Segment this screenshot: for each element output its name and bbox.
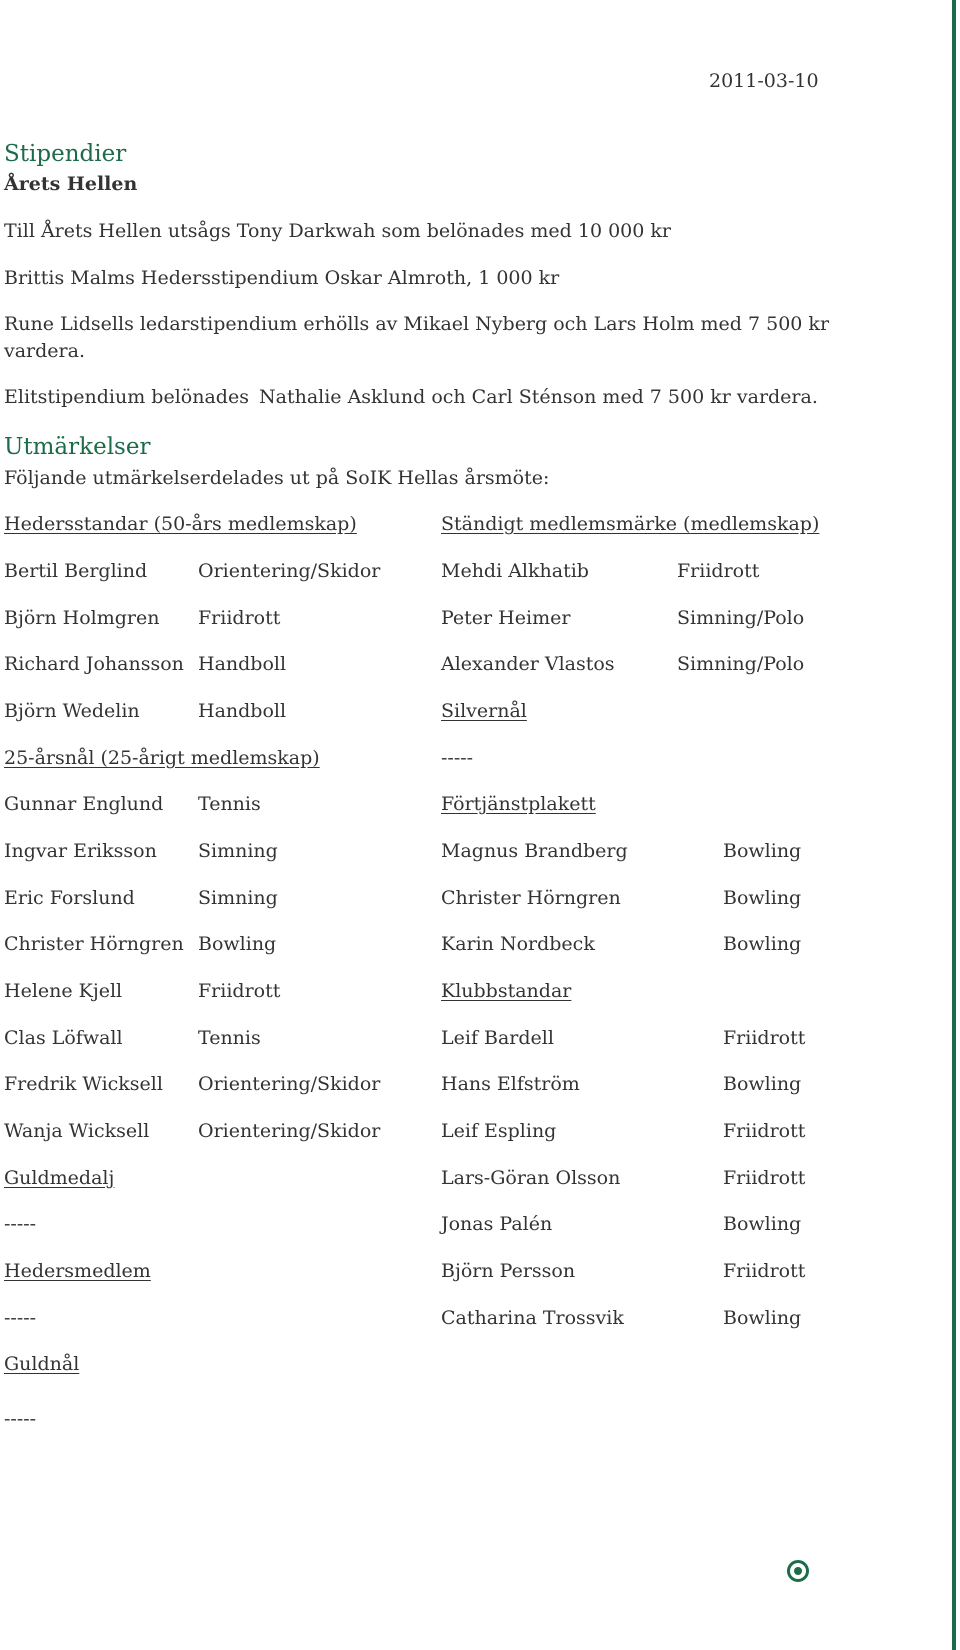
award-sport: Tennis — [198, 1027, 261, 1049]
award-sport: Friidrott — [198, 980, 281, 1002]
award-sport: Handboll — [198, 700, 287, 722]
award-name: Gunnar Englund — [4, 793, 164, 815]
award-sport: Friidrott — [723, 1260, 806, 1282]
award-sport: Friidrott — [723, 1027, 806, 1049]
document-date: 2011-03-10 — [709, 70, 819, 92]
award-sport: Bowling — [723, 1073, 802, 1095]
award-sport: Bowling — [723, 887, 802, 909]
award-name: Björn Wedelin — [4, 700, 140, 722]
award-sport: Friidrott — [677, 560, 760, 582]
stipendium-line: Rune Lidsells ledarstipendium erhölls av Mikael Nyberg och Lars Holm med 7 500 kr — [4, 313, 830, 335]
award-name: Magnus Brandberg — [441, 840, 628, 862]
award-name: Mehdi Alkhatib — [441, 560, 589, 582]
award-sport: Simning — [198, 887, 278, 909]
hedersmedlem-value: ----- — [4, 1307, 37, 1329]
award-sport: Bowling — [198, 933, 277, 955]
stipendium-line: Till Årets Hellen utsågs Tony Darkwah som belönades med 10 000 kr — [4, 220, 671, 242]
elitstipendium-text: Nathalie Asklund och Carl Sténson med 7 500 kr vardera. — [259, 386, 818, 408]
guldmedalj-value: ----- — [4, 1213, 37, 1235]
award-name: Fredrik Wicksell — [4, 1073, 163, 1095]
award-sport: Tennis — [198, 793, 261, 815]
award-sport: Friidrott — [723, 1167, 806, 1189]
arsnal-title: 25-årsnål (25-årigt medlemskap) — [4, 747, 320, 769]
guldnal-value: ----- — [4, 1408, 37, 1430]
award-sport: Simning/Polo — [677, 607, 805, 629]
award-name: Hans Elfström — [441, 1073, 580, 1095]
stipendium-line: Brittis Malms Hedersstipendium Oskar Almroth, 1 000 kr — [4, 267, 560, 289]
award-name: Catharina Trossvik — [441, 1307, 624, 1329]
hedersstandar-title: Hedersstandar (50-års medlemskap) — [4, 513, 357, 535]
award-sport: Bowling — [723, 1213, 802, 1235]
award-name: Christer Hörngren — [441, 887, 621, 909]
award-name: Peter Heimer — [441, 607, 571, 629]
award-sport: Simning — [198, 840, 278, 862]
stipendium-line-continued: vardera. — [4, 340, 86, 362]
silvernal-value: ----- — [441, 747, 474, 769]
award-sport: Orientering/Skidor — [198, 560, 381, 582]
award-name: Björn Persson — [441, 1260, 576, 1282]
standigt-title: Ständigt medlemsmärke (medlemskap) — [441, 513, 820, 535]
hedersmedlem-title: Hedersmedlem — [4, 1260, 151, 1282]
award-name: Wanja Wicksell — [4, 1120, 150, 1142]
award-sport: Simning/Polo — [677, 653, 805, 675]
award-sport: Friidrott — [723, 1120, 806, 1142]
fortjanstplakett-title: Förtjänstplakett — [441, 793, 596, 815]
award-sport: Bowling — [723, 933, 802, 955]
award-name: Jonas Palén — [441, 1213, 553, 1235]
award-name: Leif Bardell — [441, 1027, 554, 1049]
award-sport: Friidrott — [198, 607, 281, 629]
award-name: Richard Johansson — [4, 653, 184, 675]
utmarkelser-intro: Följande utmärkelserdelades ut på SoIK Hellas årsmöte: — [4, 467, 550, 489]
award-name: Karin Nordbeck — [441, 933, 595, 955]
award-name: Bertil Berglind — [4, 560, 148, 582]
award-name: Helene Kjell — [4, 980, 123, 1002]
guldnal-title: Guldnål — [4, 1353, 80, 1375]
award-sport: Orientering/Skidor — [198, 1073, 381, 1095]
award-name: Leif Espling — [441, 1120, 557, 1142]
guldmedalj-title: Guldmedalj — [4, 1167, 115, 1189]
award-sport: Bowling — [723, 1307, 802, 1329]
silvernal-title: Silvernål — [441, 700, 527, 722]
award-name: Ingvar Eriksson — [4, 840, 157, 862]
award-sport: Bowling — [723, 840, 802, 862]
circle-logo-icon — [787, 1560, 809, 1582]
award-name: Clas Löfwall — [4, 1027, 123, 1049]
award-sport: Orientering/Skidor — [198, 1120, 381, 1142]
award-sport: Handboll — [198, 653, 287, 675]
award-name: Alexander Vlastos — [441, 653, 615, 675]
award-name: Eric Forslund — [4, 887, 135, 909]
award-name: Christer Hörngren — [4, 933, 184, 955]
arets-hellen-subheading: Årets Hellen — [4, 173, 138, 195]
award-name: Björn Holmgren — [4, 607, 160, 629]
award-name: Lars-Göran Olsson — [441, 1167, 621, 1189]
utmarkelser-heading: Utmärkelser — [4, 434, 151, 460]
right-edge-rule — [952, 0, 956, 1650]
stipendier-heading: Stipendier — [4, 141, 127, 167]
klubbstandar-title: Klubbstandar — [441, 980, 572, 1002]
elitstipendium-label: Elitstipendium belönades — [4, 386, 249, 408]
